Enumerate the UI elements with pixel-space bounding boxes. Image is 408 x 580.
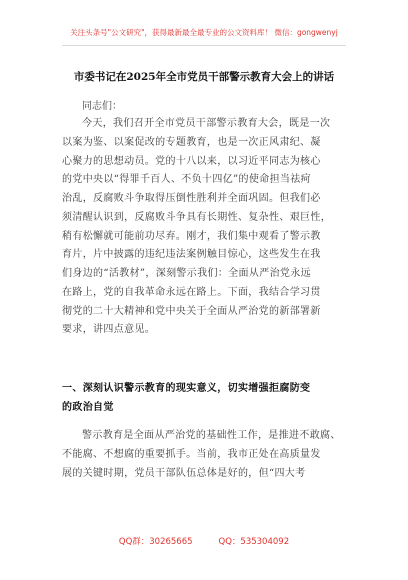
paragraph-line: 稍有松懈就可能前功尽弃。刚才，我们集中观看了警示教 [62,230,321,242]
footer-qq-number: QQ：535304092 [218,537,290,547]
paragraph-line: 须清醒认识到，反腐败斗争具有长期性、复杂性、艰巨性， [62,211,332,223]
paragraph-intro [62,115,346,340]
paragraph-line: 在路上，党的自我革命永远在路上。下面，我结合学习贯 [62,286,321,298]
heading-line: 一、深刻认识警示教育的现实意义，切实增强拒腐防变 [62,383,311,394]
paragraph-line: 治乱，反腐败斗争取得压倒性胜利并全面巩固。但我们必 [62,193,321,204]
header-banner: 关注头条号"公文研究"，获得最新最全最专业的公文资料库！ 微信：gongwenyj [70,28,338,37]
paragraph-line: 展的关键时期，党员干部队伍总体是好的，但“四大考 [62,467,306,479]
footer-contact [0,535,408,547]
document-title: 市委书记在2025年全市党员干部警示教育大会上的讲话 [73,71,335,83]
paragraph-line: 不能腐、不想腐的重要抓手。当前，我市正处在高质量发 [62,448,321,460]
paragraph-line: 们身边的“活教材”，深刻警示我们：全面从严治党永远 [62,268,311,279]
paragraph-line: 以案为鉴、以案促改的专题教育，也是一次正风肃纪、凝 [62,136,321,148]
paragraph-line: 育片，片中披露的违纪违法案例触目惊心，这些发生在我 [62,249,321,261]
paragraph-line: 彻党的二十大精神和党中央关于全面从严治党的新部署新 [62,305,321,317]
heading-line: 的政治自觉 [62,402,114,413]
paragraph-section-1 [62,427,346,483]
paragraph-line: 警示教育是全面从严治党的基础性工作，是推进不敢腐、 [82,430,341,441]
salutation: 同志们： [82,101,122,112]
paragraph-line: 的党中央以“得罪千百人、不负十四亿”的使命担当祛疴 [62,174,311,186]
section-heading-1 [62,379,346,417]
header-divider [62,45,346,46]
paragraph-line: 心聚力的思想动员。党的十八以来，以习近平同志为核心 [62,155,321,167]
paragraph-line: 今天，我们召开全市党员干部警示教育大会，既是一次 [82,118,331,129]
footer-qq-group: QQ群：30265665 [118,537,193,547]
paragraph-line: 要求，讲四点意见。 [62,324,156,336]
